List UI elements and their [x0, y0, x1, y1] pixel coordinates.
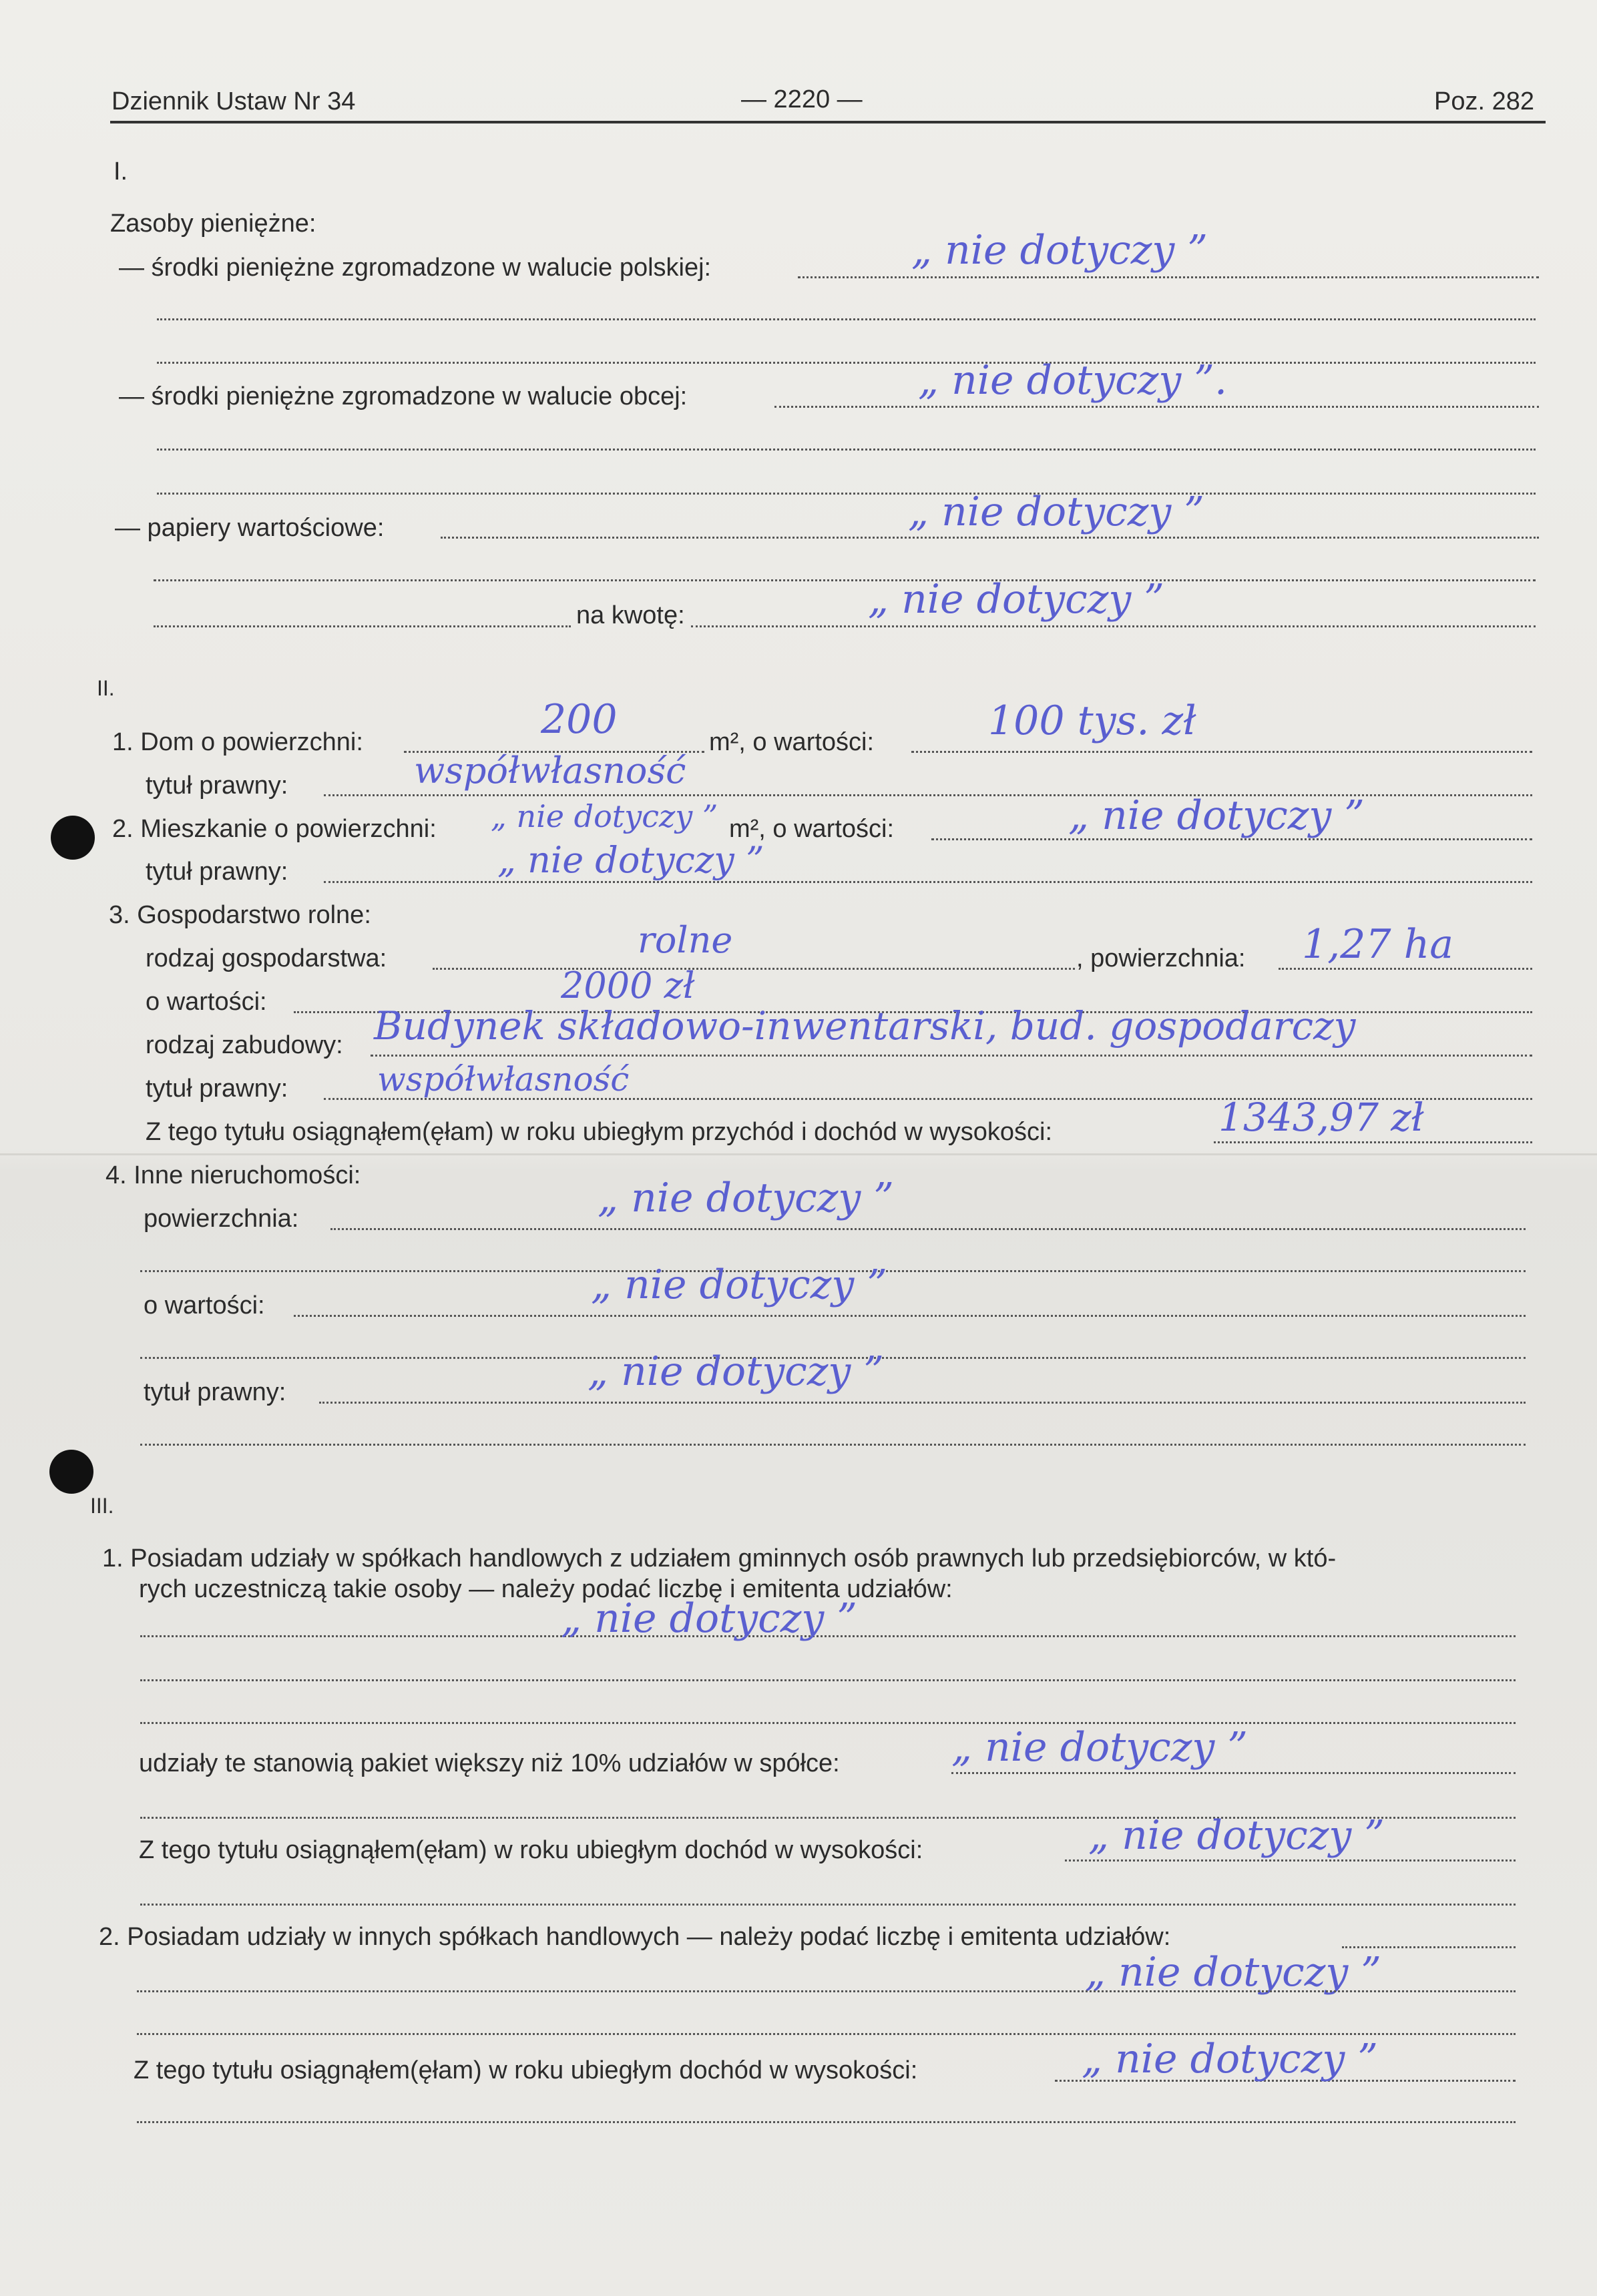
punch-hole	[49, 1450, 93, 1494]
shares-2-value: „ nie dotyczy ”	[1085, 1949, 1381, 1996]
flat-title-dotline	[324, 881, 1532, 883]
farm-kind: rolne	[638, 919, 733, 961]
header-rule	[110, 121, 1546, 123]
shares-2-income-label: Z tego tytułu osiągnąłem(ęłam) w roku ubiegłym dochód w wysokości:	[134, 2056, 918, 2084]
farm-income-dotline	[1214, 1141, 1532, 1143]
section-3-heading: III.	[90, 1494, 114, 1518]
shares-1-value: „ nie dotyczy ”	[561, 1595, 857, 1642]
farm-area-dotline	[1279, 968, 1532, 970]
packet-dotline	[951, 1772, 1516, 1774]
shares-1-income: „ nie dotyczy ”	[1088, 1812, 1385, 1859]
journal-title: Dziennik Ustaw Nr 34	[111, 87, 356, 115]
shares-1-income-label: Z tego tytułu osiągnąłem(ęłam) w roku ubiegłym dochód w wysokości:	[139, 1836, 923, 1864]
other-value-dotline	[294, 1315, 1526, 1317]
flat-unit-label: m², o wartości:	[729, 815, 895, 843]
flat-area: „ nie dotyczy ”	[491, 798, 718, 834]
flat-title: „ nie dotyczy ”	[497, 839, 764, 881]
pln-dotline-2	[157, 318, 1536, 320]
other-title: „ nie dotyczy ”	[588, 1348, 884, 1395]
flat-value: „ nie dotyczy ”	[1068, 792, 1365, 839]
shares-2-income: „ nie dotyczy ”	[1082, 2036, 1378, 2082]
shares-1-income-dotline-2	[140, 1904, 1516, 1906]
house-value: 100 tys. zł	[988, 697, 1196, 744]
farm-income-label: Z tego tytułu osiągnąłem(ęłam) w roku ubiegłym przychód i dochód w wysokości:	[146, 1118, 1053, 1146]
farm-kind-dotline	[433, 968, 1075, 970]
farm-label: 3. Gospodarstwo rolne:	[109, 901, 371, 929]
cash-heading: Zasoby pieniężne:	[110, 210, 316, 238]
amount-value: „ nie dotyczy ”	[868, 576, 1164, 623]
shares-1-line-1: 1. Posiadam udziały w spółkach handlowych z udziałem gminnych osób prawnych lub przedsiębiorców, w któ-	[102, 1544, 1337, 1572]
securities-value: „ nie dotyczy ”	[908, 489, 1204, 535]
other-title-dotline	[319, 1402, 1526, 1404]
fx-dotline-3	[157, 493, 1536, 495]
fx-dotline	[774, 406, 1539, 408]
other-area: „ nie dotyczy ”	[598, 1175, 894, 1221]
securities-dotline-2	[154, 579, 1536, 581]
amount-dotline-left	[154, 625, 571, 627]
other-area-dotline	[330, 1228, 1526, 1230]
securities-label: — papiery wartościowe:	[115, 514, 385, 542]
house-title: współwłasność	[414, 750, 686, 792]
shares-1-dotline-3	[140, 1722, 1516, 1724]
fx-value: „ nie dotyczy ”.	[918, 357, 1228, 404]
section-1-heading: I.	[113, 158, 128, 186]
farm-value-label: o wartości:	[146, 988, 267, 1016]
other-title-label: tytuł prawny:	[144, 1378, 286, 1406]
farm-kind-label: rodzaj gospodarstwa:	[146, 944, 387, 972]
house-unit-label: m², o wartości:	[709, 728, 875, 756]
shares-2-label: 2. Posiadam udziały w innych spółkach handlowych — należy podać liczbę i emitenta udziałów:	[99, 1923, 1171, 1951]
house-label: 1. Dom o powierzchni:	[112, 728, 363, 756]
house-area: 200	[541, 696, 618, 743]
farm-value: 2000 zł	[561, 964, 695, 1007]
position-number: Poz. 282	[1434, 87, 1534, 115]
other-label: 4. Inne nieruchomości:	[105, 1161, 361, 1189]
other-title-dotline-2	[140, 1444, 1526, 1446]
farm-area: 1,27 ha	[1302, 921, 1454, 968]
other-value-label: o wartości:	[144, 1292, 265, 1320]
shares-2-dotline-2	[137, 1990, 1516, 1992]
farm-build-label: rodzaj zabudowy:	[146, 1031, 343, 1059]
farm-build: Budynek składowo-inwentarski, bud. gospodarczy	[374, 1003, 1356, 1049]
packet-label: udziały te stanowią pakiet większy niż 10% udziałów w spółce:	[139, 1749, 840, 1777]
punch-hole	[51, 816, 95, 860]
house-value-dotline	[911, 751, 1532, 753]
other-area-label: powierzchnia:	[144, 1205, 299, 1233]
securities-dotline	[441, 537, 1539, 539]
pln-dotline-3	[157, 362, 1536, 364]
shares-2-income-dotline-2	[137, 2121, 1516, 2123]
shares-1-dotline-2	[140, 1679, 1516, 1681]
flat-label: 2. Mieszkanie o powierzchni:	[112, 815, 437, 843]
shares-2-dotline-3	[137, 2033, 1516, 2035]
section-2-heading: II.	[97, 676, 115, 700]
amount-label: na kwotę:	[576, 601, 685, 629]
farm-area-label: , powierzchnia:	[1076, 944, 1246, 972]
farm-title-label: tytuł prawny:	[146, 1075, 288, 1103]
farm-income: 1343,97 zł	[1218, 1095, 1424, 1140]
other-value: „ nie dotyczy ”	[591, 1261, 887, 1308]
pln-dotline	[798, 276, 1539, 278]
amount-dotline	[691, 625, 1536, 627]
fx-label: — środki pieniężne zgromadzone w walucie obcej:	[119, 382, 688, 410]
farm-build-dotline	[371, 1055, 1532, 1057]
shares-1-line-2: rych uczestniczą takie osoby — należy podać liczbę i emitenta udziałów:	[139, 1575, 953, 1603]
pln-label: — środki pieniężne zgromadzone w walucie polskiej:	[119, 254, 712, 282]
packet-value: „ nie dotyczy ”	[951, 1724, 1248, 1771]
fx-dotline-2	[157, 449, 1536, 451]
flat-title-label: tytuł prawny:	[146, 858, 288, 886]
shares-2-dotline	[1342, 1946, 1516, 1948]
farm-title: współwłasność	[377, 1060, 630, 1099]
shares-1-income-dotline	[1065, 1859, 1516, 1861]
paper-fold	[0, 1153, 1597, 1155]
pln-value: „ nie dotyczy ”	[911, 227, 1208, 274]
house-title-label: tytuł prawny:	[146, 772, 288, 800]
page-number: — 2220 —	[741, 85, 863, 113]
